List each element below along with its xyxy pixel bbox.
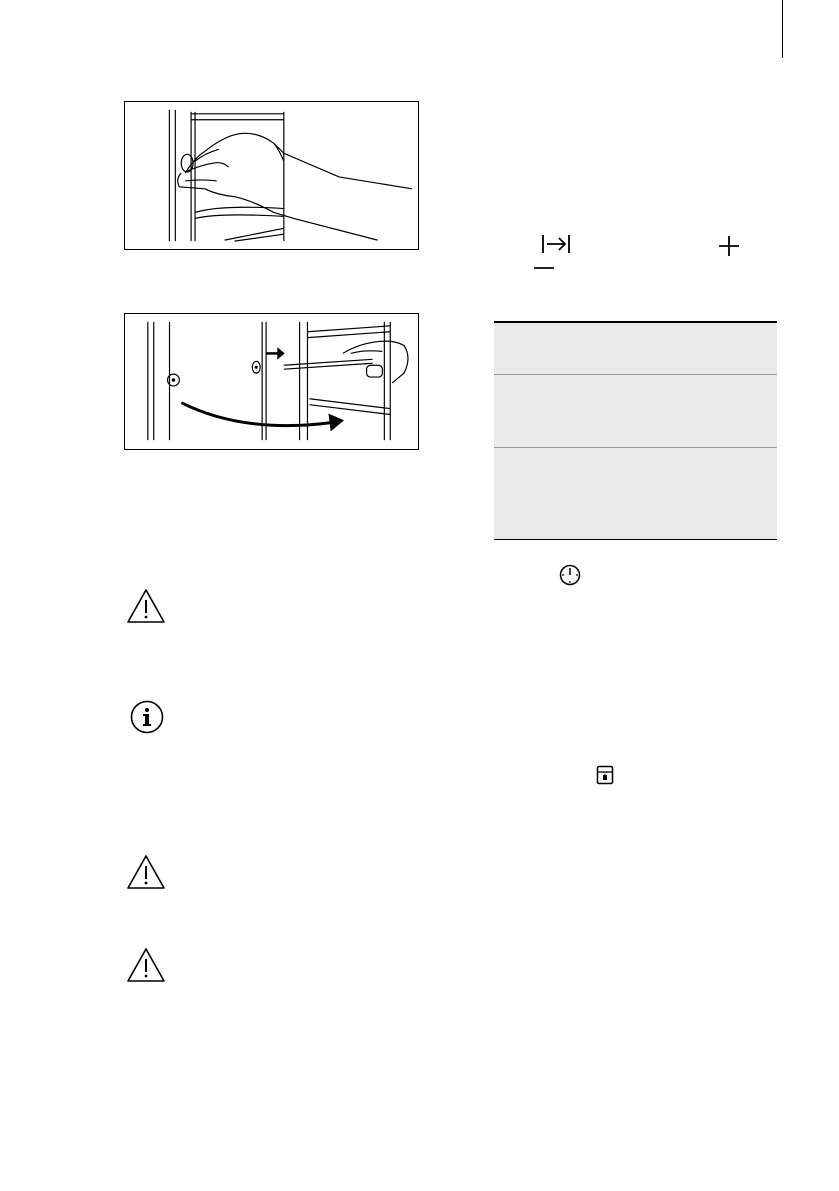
warning-icon xyxy=(126,854,166,890)
remove-rack-drawing xyxy=(125,314,418,449)
plus-icon xyxy=(718,235,740,257)
table-row xyxy=(494,321,777,374)
warning-icon xyxy=(126,588,166,624)
table-row xyxy=(494,374,777,447)
warning-icon xyxy=(126,947,166,983)
clock-icon xyxy=(559,564,581,586)
settings-table xyxy=(494,321,777,540)
table-row xyxy=(494,447,777,539)
table-bottom-rule xyxy=(494,539,777,540)
insert-rack-drawing xyxy=(125,102,418,249)
door-lock-icon xyxy=(596,765,614,785)
minus-icon xyxy=(533,266,555,270)
insert-rack-figure xyxy=(124,101,419,250)
info-icon xyxy=(130,700,164,734)
remove-rack-figure xyxy=(124,313,419,450)
page-cut-mark xyxy=(782,0,783,58)
arrow-to-bar-icon xyxy=(541,234,571,254)
